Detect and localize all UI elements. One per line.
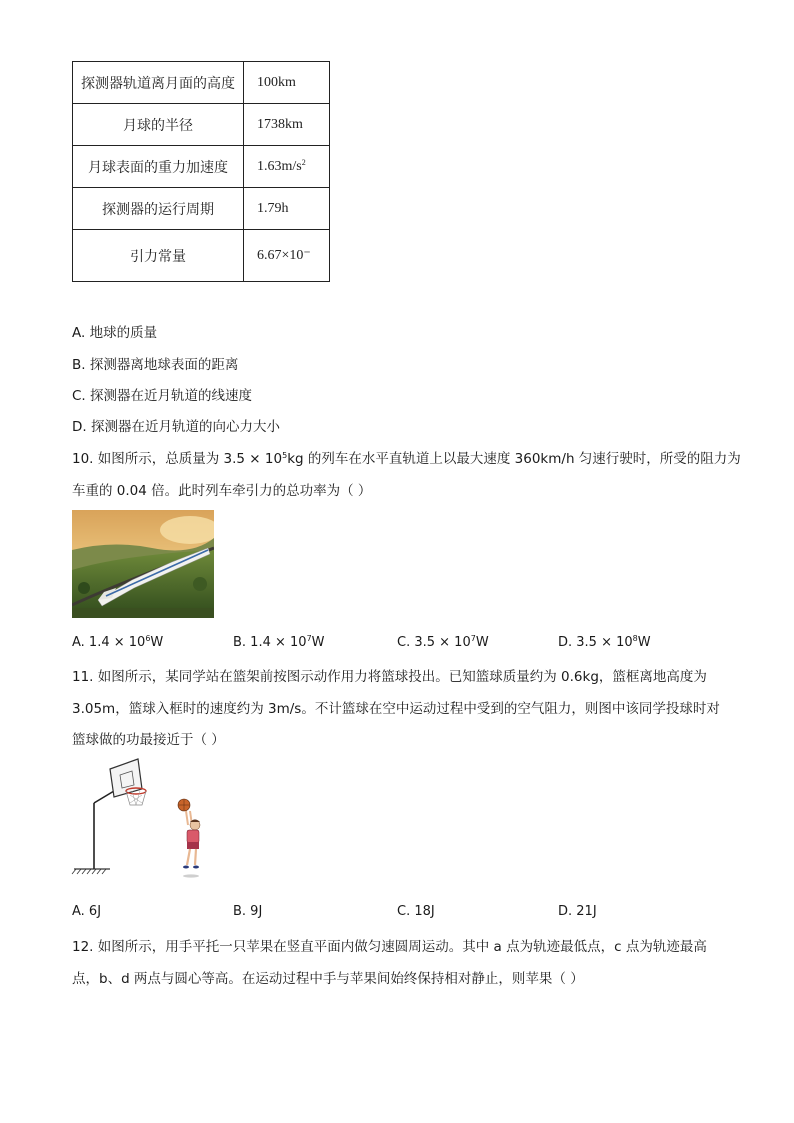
q10-stem-line2: 车重的 0.04 倍。此时列车牵引力的总功率为（ ）	[72, 483, 372, 499]
q9-option-d: D. 探测器在近月轨道的向心力大小	[72, 419, 280, 435]
table-cell-value: 1738km	[244, 104, 330, 146]
table-row	[73, 62, 330, 104]
opt-unit: W	[311, 635, 325, 650]
q11-stem-line1: 11. 如图所示，某同学站在篮架前按图示动作用力将篮球投出。已知篮球质量约为 0.6kg，篮框离地高度为	[72, 669, 707, 685]
table-cell-value: 100km	[244, 62, 330, 104]
opt-sup: 8	[632, 634, 638, 643]
opt-unit: W	[637, 635, 651, 650]
q11-option-d: D. 21J	[558, 904, 597, 919]
table-row	[73, 104, 330, 146]
q11-option-b: B. 9J	[233, 904, 263, 919]
q12-stem-line2: 点，b、d 两点与圆心等高。在运动过程中手与苹果间始终保持相对静止，则苹果（ ）	[72, 971, 584, 987]
q10-sup: 5	[282, 451, 288, 460]
data-table	[72, 61, 330, 282]
q10-option-c	[397, 634, 489, 650]
q9-option-b: B. 探测器离地球表面的距离	[72, 357, 239, 373]
q9-option-a: A. 地球的质量	[72, 325, 158, 341]
table-cell-value: 6.67×10⁻	[244, 230, 330, 282]
q11-stem-line2: 3.05m，篮球入框时的速度约为 3m/s。不计篮球在空中运动过程中受到的空气阻力，则图中该同学投球时对	[72, 701, 720, 717]
opt-text: A. 1.4 × 10	[72, 635, 146, 650]
table-cell-label: 引力常量	[73, 230, 244, 282]
q9-option-c: C. 探测器在近月轨道的线速度	[72, 388, 253, 404]
q12-stem-line1: 12. 如图所示，用手平托一只苹果在竖直平面内做匀速圆周运动。其中 a 点为轨迹最低点，c 点为轨迹最高	[72, 939, 707, 955]
table-cell-label: 月球表面的重力加速度	[73, 146, 244, 188]
table-cell-label: 月球的半径	[73, 104, 244, 146]
table-cell-label: 探测器轨道离月面的高度	[73, 62, 244, 104]
basketball-figure	[70, 755, 210, 885]
opt-sup: 7	[306, 634, 312, 643]
opt-text: C. 3.5 × 10	[397, 635, 471, 650]
table-row	[73, 230, 330, 282]
q10-option-b	[233, 634, 325, 650]
q10-stem-line1	[72, 447, 741, 467]
q10-text-a: 10. 如图所示，总质量为 3.5 × 10	[72, 451, 283, 467]
opt-unit: W	[475, 635, 489, 650]
q10-text-b: kg 的列车在水平直轨道上以最大速度 360km/h 匀速行驶时，所受的阻力为	[287, 451, 741, 467]
train-image	[72, 510, 214, 618]
q10-option-a	[72, 634, 163, 650]
opt-sup: 6	[145, 634, 151, 643]
q11-stem-line3: 篮球做的功最接近于（ ）	[72, 732, 225, 748]
q10-option-d	[558, 634, 651, 650]
opt-text: B. 1.4 × 10	[233, 635, 307, 650]
table-cell-value: 1.79h	[244, 188, 330, 230]
opt-sup: 7	[470, 634, 476, 643]
table-row	[73, 146, 330, 188]
table-cell-value	[244, 146, 330, 188]
table-cell-label: 探测器的运行周期	[73, 188, 244, 230]
q11-option-c: C. 18J	[397, 904, 435, 919]
value-sup: 2	[301, 158, 306, 167]
value-text: 1.63m/s	[257, 159, 302, 174]
opt-unit: W	[150, 635, 164, 650]
table-row	[73, 188, 330, 230]
q11-option-a: A. 6J	[72, 904, 102, 919]
opt-text: D. 3.5 × 10	[558, 635, 633, 650]
